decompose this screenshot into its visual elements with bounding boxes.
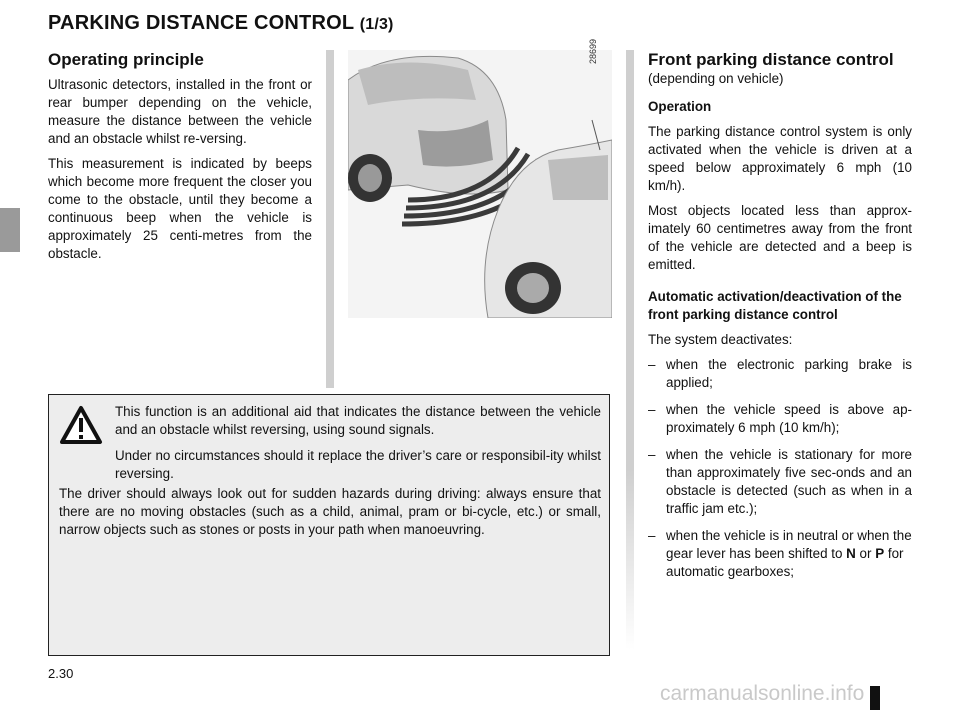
gear-or: or	[855, 546, 876, 561]
left-paragraph-1: Ultrasonic detectors, installed in the front or rear bumper depending on the vehicle, measure the distance between the vehicle and an obstacle whilst re-versing.	[48, 77, 312, 146]
deactivation-conditions-list	[648, 356, 912, 581]
warning-text-2: Under no circumstances should it replace the driver’s care or responsibil-ity whilst reversing.	[115, 448, 601, 481]
dash-marker: –	[648, 357, 656, 372]
operation-heading: Operation	[648, 99, 712, 114]
title-part: (1/3)	[359, 16, 394, 33]
condition-text: when the vehicle is stationary for more than approximately five sec-onds and an obstacle is detected (such as when in a traffic jam etc.);	[666, 447, 912, 516]
warning-text-3: The driver should always look out for sudden hazards during driving: always ensure that there are no moving obstacles (such as a child, animal, pram or bi-cycle, etc.) or small, narrow objects such as stones or posts in your path when manoeuvring.	[59, 486, 601, 537]
front-pdc-subheading: (depending on vehicle)	[648, 71, 784, 86]
warning-intro	[115, 403, 601, 491]
warning-body	[59, 485, 601, 547]
chapter-tab	[0, 208, 20, 252]
watermark: carmanualsonline.info	[660, 682, 865, 705]
gear-n: N	[846, 546, 856, 561]
front-pdc-heading: Front parking distance control	[648, 50, 894, 69]
gear-tail: for automatic gearboxes;	[666, 546, 904, 579]
page-number: 2.30	[48, 666, 74, 681]
condition-text: when the vehicle speed is above ap-proximately 6 mph (10 km/h);	[666, 402, 912, 435]
column-divider-left	[326, 50, 334, 388]
car-illustration-svg	[348, 50, 612, 318]
operation-paragraph-2: Most objects located less than approx-imately 60 centimetres away from the front of the vehicle are detected and a beep is emitted.	[648, 203, 912, 272]
list-item	[648, 446, 912, 518]
warning-triangle-icon	[59, 405, 103, 445]
dash-marker: –	[648, 402, 656, 417]
photo-reference-number: 28699	[588, 38, 598, 64]
title-text: PARKING DISTANCE CONTROL	[48, 12, 354, 34]
dash-marker: –	[648, 528, 656, 543]
operation-paragraph-1: The parking distance control system is only activated when the vehicle is driven at a speed below approximately 6 mph (10 km/h).	[648, 124, 912, 193]
auto-activation-heading: Automatic activation/deactivation of the front parking distance control	[648, 289, 902, 322]
left-column	[48, 50, 312, 270]
warning-box	[48, 394, 610, 656]
condition-text: when the electronic parking brake is applied;	[666, 357, 912, 390]
column-divider-right	[626, 50, 634, 650]
warning-text-1: This function is an additional aid that indicates the distance between the vehicle and an obstacle whilst reversing, using sound signals.	[115, 404, 601, 437]
left-paragraph-2: This measurement is indicated by beeps which become more frequent the closer you come to the obstacle, until they become a continuous beep when the vehicle is approximately 25 centi-metres from the obstacle.	[48, 156, 312, 261]
gear-p: P	[875, 546, 885, 561]
page-end-marker	[870, 686, 880, 710]
list-item	[648, 356, 912, 392]
list-item	[648, 527, 912, 581]
dash-marker: –	[648, 447, 656, 462]
auto-activation-intro: The system deactivates:	[648, 332, 793, 347]
operating-principle-heading: Operating principle	[48, 50, 204, 69]
condition-text: when the vehicle is in neutral or when the gear lever has been shifted to	[666, 528, 912, 561]
right-column	[648, 50, 912, 590]
list-item	[648, 401, 912, 437]
page-title	[48, 12, 394, 35]
car-sensor-illustration	[348, 50, 612, 318]
